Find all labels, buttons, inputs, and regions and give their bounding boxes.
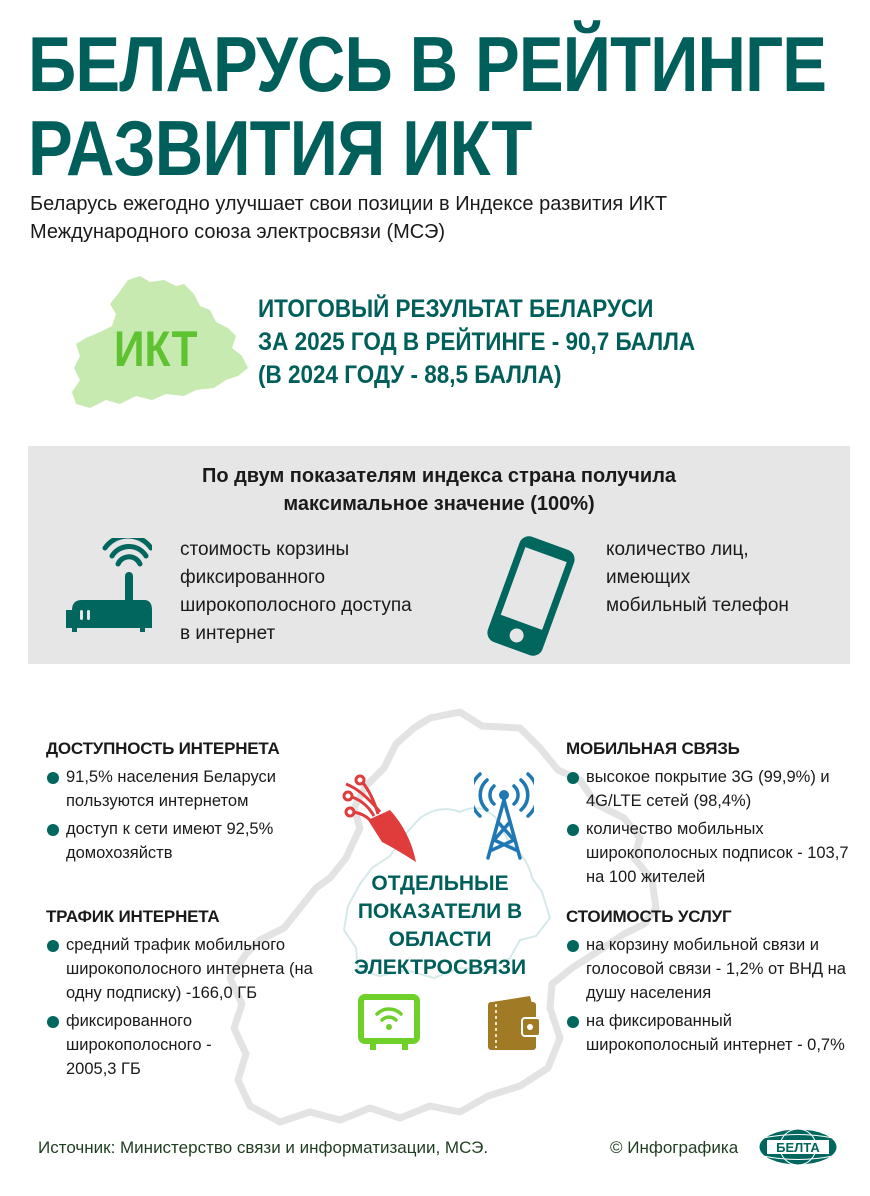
heading-line-2: максимальное значение (100%) xyxy=(283,493,595,515)
belta-logo xyxy=(757,1127,839,1167)
bullet-icon xyxy=(567,772,579,784)
wifi-monitor-icon xyxy=(358,994,420,1052)
indicator-line: в интернет xyxy=(180,623,276,644)
bullet-icon xyxy=(567,940,579,952)
max-indicators-panel xyxy=(28,446,850,664)
section-title: ДОСТУПНОСТЬ ИНТЕРНЕТА xyxy=(46,739,280,758)
list-item-text: на корзину мобильной связи и голосовой связи - 1,2% от ВНД на душу населения xyxy=(586,936,846,1002)
title-line-2: РАЗВИТИЯ ИКТ xyxy=(28,104,532,192)
bullet-icon xyxy=(47,1016,59,1028)
subtitle-line-1: Беларусь ежегодно улучшает свои позиции в Индексе развития ИКТ xyxy=(30,193,668,215)
indicator-line: мобильный телефон xyxy=(606,595,789,616)
center-title-line: ЭЛЕКТРОСВЯЗИ xyxy=(353,956,527,979)
list-item-text: фиксированного широкополосного - 2005,3 ГБ xyxy=(66,1012,212,1078)
telecom-indicators-title xyxy=(340,870,540,982)
center-title-line: ОТДЕЛЬНЫЕ xyxy=(371,872,509,895)
list-item xyxy=(46,817,336,865)
indicator-line: широкополосного доступа xyxy=(180,595,412,616)
source-note: Источник: Министерство связи и информатизации, МСЭ. xyxy=(38,1138,489,1157)
list-item xyxy=(566,817,856,889)
list-item-text: 91,5% населения Беларуси пользуются интернетом xyxy=(66,768,276,810)
section-internet-traffic xyxy=(46,905,336,1085)
result-line-3: (В 2024 ГОДУ - 88,5 БАЛЛА) xyxy=(258,361,562,389)
section-title: СТОИМОСТЬ УСЛУГ xyxy=(566,907,732,926)
section-internet-access xyxy=(46,737,336,869)
list-item-text: на фиксированный широкополосный интернет - 0,7% xyxy=(586,1012,845,1054)
ikt-map-label: ИКТ xyxy=(114,321,198,377)
list-item xyxy=(46,765,336,813)
heading-line-1: По двум показателям индекса страна получила xyxy=(201,465,677,487)
section-mobile-communication xyxy=(566,737,856,893)
radio-tower-icon xyxy=(474,770,534,862)
list-item xyxy=(566,1009,856,1057)
bullet-icon xyxy=(47,940,59,952)
fiber-optic-cable-icon xyxy=(338,770,418,862)
list-item-text: доступ к сети имеют 92,5% домохозяйств xyxy=(66,820,274,862)
result-summary xyxy=(258,293,789,392)
wallet-icon xyxy=(484,994,542,1052)
list-item xyxy=(566,933,856,1005)
section-title: ТРАФИК ИНТЕРНЕТА xyxy=(46,907,220,926)
max-indicators-heading xyxy=(28,462,850,518)
indicator-mobile-owners xyxy=(606,536,846,620)
list-item-text: высокое покрытие 3G (99,9%) и 4G/LTE сетей (98,4%) xyxy=(586,768,830,810)
title-line-1: БЕЛАРУСЬ В РЕЙТИНГЕ xyxy=(28,20,827,108)
indicator-line: имеющих xyxy=(606,567,691,588)
section-service-cost xyxy=(566,905,856,1061)
bullet-icon xyxy=(567,824,579,836)
smartphone-icon xyxy=(484,536,578,656)
center-title-line: ПОКАЗАТЕЛИ В xyxy=(357,900,523,923)
bullet-icon xyxy=(47,772,59,784)
wifi-router-icon xyxy=(66,538,152,634)
list-item xyxy=(46,933,336,1005)
indicator-line: фиксированного xyxy=(180,567,326,588)
list-item-text: средний трафик мобильного широкополосного интернета (на одну подписку) -166,0 ГБ xyxy=(66,936,313,1002)
indicator-line: количество лиц, xyxy=(606,539,749,560)
result-line-2: ЗА 2025 ГОД В РЕЙТИНГЕ - 90,7 БАЛЛА xyxy=(258,328,696,356)
list-item xyxy=(46,1009,336,1081)
section-title: МОБИЛЬНАЯ СВЯЗЬ xyxy=(566,739,740,758)
page-subtitle xyxy=(30,190,830,246)
center-title-line: ОБЛАСТИ xyxy=(388,928,492,951)
page-title xyxy=(28,20,827,192)
bullet-icon xyxy=(47,824,59,836)
infographic-credit: © Инфографика xyxy=(610,1138,739,1157)
indicator-broadband-basket xyxy=(180,536,480,648)
subtitle-line-2: Международного союза электросвязи (МСЭ) xyxy=(30,221,446,243)
list-item xyxy=(566,765,856,813)
bullet-icon xyxy=(567,1016,579,1028)
result-line-1: ИТОГОВЫЙ РЕЗУЛЬТАТ БЕЛАРУСИ xyxy=(258,295,654,323)
indicator-line: стоимость корзины xyxy=(180,539,350,560)
list-item-text: количество мобильных широкополосных подписок - 103,7 на 100 жителей xyxy=(586,820,849,886)
logo-text: БЕЛТА xyxy=(776,1140,820,1155)
